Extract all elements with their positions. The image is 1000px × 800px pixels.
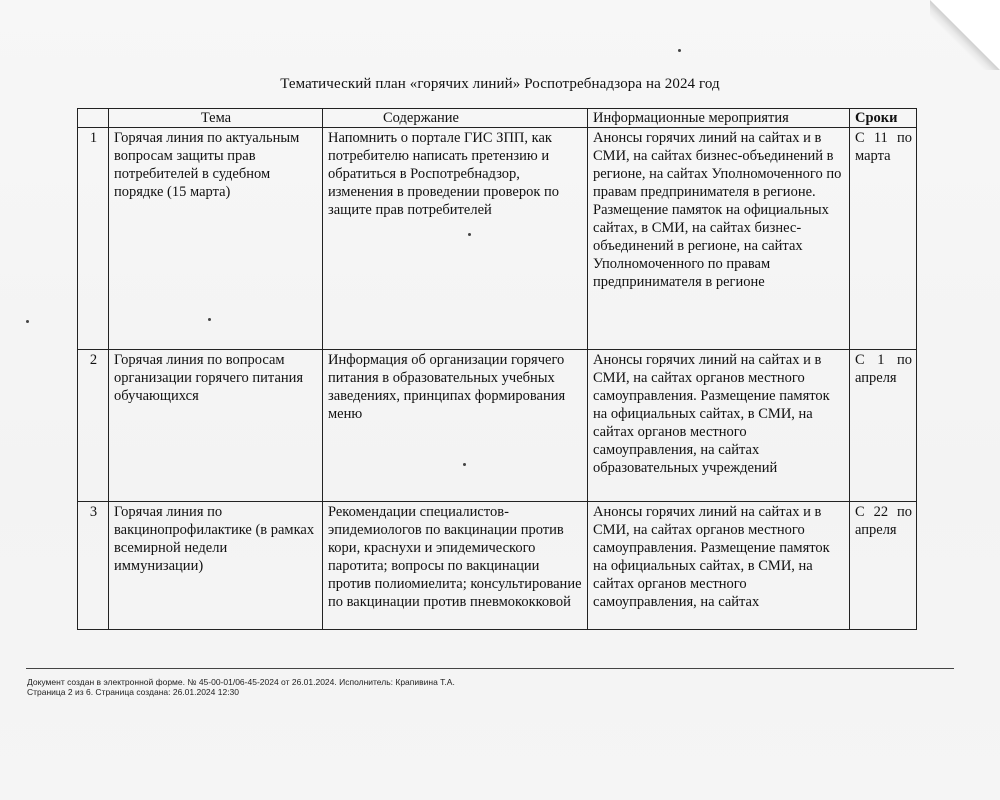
row-topic: Горячая линия по актуальным вопросам защиты прав потребителей в судебном порядке (15 марта) — [109, 128, 323, 350]
thematic-plan-table — [77, 108, 917, 630]
row-content: Напомнить о портале ГИС ЗПП, как потребителю написать претензию и обратиться в Роспотребнадзор, изменения в проведении проверок по защите прав потребителей — [323, 128, 588, 350]
row-dates: С 1 по апреля — [850, 350, 917, 502]
row-info: Анонсы горячих линий на сайтах и в СМИ, на сайтах бизнес-объединений в регионе, на сайтах Уполномоченного по правам предпринимателя в регионе. Размещение памяток на официальных сайтах, в СМИ, на сайтах бизнес-объединений в регионе, на сайтах Уполномоченного по правам предпринимателя в регионе — [588, 128, 850, 350]
row-topic: Горячая линия по вопросам организации горячего питания обучающихся — [109, 350, 323, 502]
header-topic: Тема — [109, 109, 323, 128]
scan-speck — [26, 320, 29, 323]
row-content: Информация об организации горячего питания в образовательных учебных заведениях, принципах формирования меню — [323, 350, 588, 502]
page-title: Тематический план «горячих линий» Роспотребнадзора на 2024 год — [280, 76, 720, 92]
header-info: Информационные мероприятия — [588, 109, 850, 128]
table-header-row — [78, 109, 917, 128]
row-info: Анонсы горячих линий на сайтах и в СМИ, на сайтах органов местного самоуправления. Размещение памяток на официальных сайтах, в СМИ, на сайтах органов местного самоуправления, на сайтах образовательных учреждений — [588, 350, 850, 502]
header-content: Содержание — [323, 109, 588, 128]
row-topic: Горячая линия по вакцинопрофилактике (в рамках всемирной недели иммунизации) — [109, 502, 323, 630]
row-num: 3 — [78, 502, 109, 630]
row-num: 2 — [78, 350, 109, 502]
footer-document-info: Документ создан в электронной форме. № 45-00-01/06-45-2024 от 26.01.2024. Исполнитель: Крапивина Т.А. — [27, 677, 455, 687]
header-num — [78, 109, 109, 128]
row-dates: С 22 по апреля — [850, 502, 917, 630]
table-row — [78, 128, 917, 350]
row-dates: С 11 по марта — [850, 128, 917, 350]
scan-speck — [678, 49, 681, 52]
row-num: 1 — [78, 128, 109, 350]
folded-corner — [930, 0, 1000, 70]
electronic-document-footer — [27, 677, 455, 697]
table-row — [78, 502, 917, 630]
row-content: Рекомендации специалистов-эпидемиологов по вакцинации против кори, краснухи и эпидемического паротита; вопросы по вакцинации против полиомиелита; консультирование по вакцинации против пневмококковой — [323, 502, 588, 630]
table-row — [78, 350, 917, 502]
footer-divider — [26, 668, 954, 669]
footer-page-info: Страница 2 из 6. Страница создана: 26.01.2024 12:30 — [27, 687, 240, 697]
header-dates: Сроки — [850, 109, 917, 128]
row-info: Анонсы горячих линий на сайтах и в СМИ, на сайтах органов местного самоуправления. Размещение памяток на официальных сайтах, в СМИ, на сайтах органов местного самоуправления, на сайтах — [588, 502, 850, 630]
